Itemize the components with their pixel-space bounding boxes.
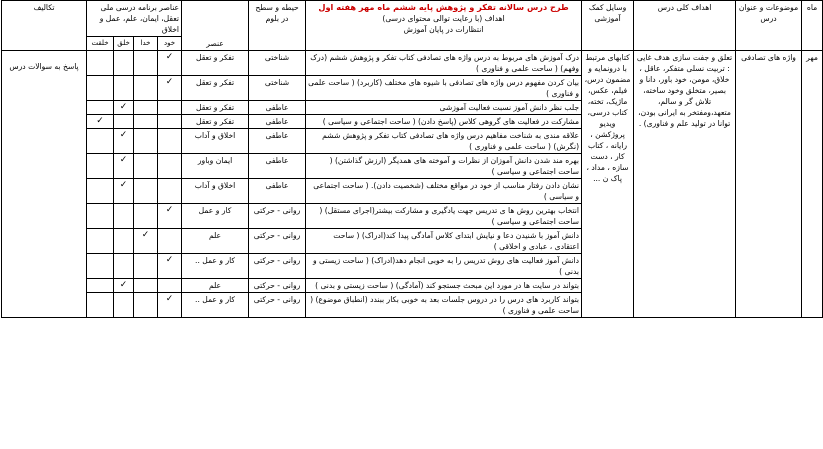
relation-people: خلق xyxy=(114,37,134,51)
check-creation xyxy=(87,179,114,204)
check-people xyxy=(114,293,134,318)
element-cell: تفکر و تعقل xyxy=(182,101,249,115)
activity-cell: بتواند در سایت ها در مورد این مبحث جستجو کند (آمادگی) ( ساحت زیستی و بدنی ) xyxy=(306,279,582,293)
domain-cell: روانی - حرکتی xyxy=(249,254,306,279)
check-creation xyxy=(87,229,114,254)
header-topic: موضوعات و عنوان درس xyxy=(736,1,802,51)
check-self: ✓ xyxy=(158,293,182,318)
check-people xyxy=(114,254,134,279)
check-self xyxy=(158,179,182,204)
domain-cell: عاطفی xyxy=(249,179,306,204)
domain-cell: عاطفی xyxy=(249,129,306,154)
check-people xyxy=(114,76,134,101)
element-cell: اخلاق و آداب xyxy=(182,179,249,204)
header-aids: وسایل کمک آموزشی xyxy=(582,1,634,51)
check-self: ✓ xyxy=(158,204,182,229)
check-creation xyxy=(87,154,114,179)
header-domain: حیطه و سطح در بلوم xyxy=(249,1,306,51)
element-cell: کار و عمل .. xyxy=(182,254,249,279)
activity-cell: بتواند کاربرد های درس را در دروس جلسات بعد به خوبی بکار ببندد (انطباق موضوع) ( ساحت علمی و فناوری ) xyxy=(306,293,582,318)
check-people: ✓ xyxy=(114,101,134,115)
check-self xyxy=(158,115,182,129)
header-program-elements: عناصر برنامه درسی ملی تعقل، ایمان، علم، عمل و اخلاق xyxy=(87,1,182,37)
check-self xyxy=(158,279,182,293)
domain-cell: عاطفی xyxy=(249,101,306,115)
check-people xyxy=(114,115,134,129)
check-god xyxy=(134,179,158,204)
activity-cell: علاقه مندی به شناخت مفاهیم درس واژه های تصادفی کتاب تفکر و پژوهش ششم (نگرش) ( ساحت علمی و فناوری ) xyxy=(306,129,582,154)
domain-cell: شناختی xyxy=(249,76,306,101)
check-creation: ✓ xyxy=(87,115,114,129)
header-row xyxy=(2,1,823,37)
check-god xyxy=(134,293,158,318)
check-self xyxy=(158,154,182,179)
activity-cell: دانش آموز فعالیت های روش تدریس را به خوبی انجام دهد(ادراک) ( ساحت زیستی و بدنی ) xyxy=(306,254,582,279)
plan-body xyxy=(2,51,823,318)
element-cell: علم xyxy=(182,279,249,293)
aids-cell: کتابهای مرتبط با درونمایه و مضمون درس، فیلم، عکس، ماژیک، تخته، کتاب درسی، ویدیو پروژکشن ، رایانه ، کتاب کار ، دست سازه ، مداد ، پاک ن ... xyxy=(582,51,634,318)
header-general-goals: اهداف کلی درس xyxy=(634,1,736,51)
domain-cell: روانی - حرکتی xyxy=(249,229,306,254)
activity-cell: جلب نظر دانش آموز نسبت فعالیت آموزشی xyxy=(306,101,582,115)
check-creation xyxy=(87,101,114,115)
activity-cell: بیان کردن مفهوم درس واژه های تصادفی با شیوه های مختلف (کاربرد) ( ساحت علمی و فناوری ) xyxy=(306,76,582,101)
topic-cell: واژه های تصادفی xyxy=(736,51,802,318)
goals-line: اهداف (با رعایت توالی محتوای درسی) xyxy=(382,14,505,23)
check-god xyxy=(134,115,158,129)
domain-cell: عاطفی xyxy=(249,154,306,179)
lesson-plan-table xyxy=(1,0,823,318)
check-creation xyxy=(87,76,114,101)
element-cell: علم xyxy=(182,229,249,254)
check-people xyxy=(114,51,134,76)
check-people xyxy=(114,229,134,254)
check-creation xyxy=(87,129,114,154)
plan-title: طرح درس سالانه تفکر و پژوهش پایه ششم ماه مهر هفته اول xyxy=(318,2,569,12)
check-self xyxy=(158,229,182,254)
general-goals-cell: تعلق و جفت سازی هدف غایی : تربیت نسلی متفکر، عاقل ، خلاق، مومن، خود باور، دانا و بصیر، متخلق وخود ساخته، تلاش گر و سالم، متعهد،ومفتخر به ایرانی بودن، توانا در تولید علم و فناوری) . xyxy=(634,51,736,318)
check-people: ✓ xyxy=(114,154,134,179)
check-people: ✓ xyxy=(114,279,134,293)
domain-cell: روانی - حرکتی xyxy=(249,279,306,293)
relation-self: خود xyxy=(158,37,182,51)
activity-cell: انتخاب بهترین روش ها ی تدریس جهت یادگیری و مشارکت بیشتر(اجرای مستقل) ( ساحت اجتماعی و سیاسی ) xyxy=(306,204,582,229)
check-god xyxy=(134,279,158,293)
relation-creation: خلقت xyxy=(87,37,114,51)
activity-cell: دانش آموز با شنیدن دعا و نیایش ابتدای کلاس آمادگی پیدا کند(ادراک) ( ساحت اعتقادی ، عبادی و اخلاقی ) xyxy=(306,229,582,254)
check-god xyxy=(134,129,158,154)
check-creation xyxy=(87,279,114,293)
check-god: ✓ xyxy=(134,229,158,254)
check-people: ✓ xyxy=(114,129,134,154)
header-month: ماه xyxy=(802,1,823,51)
element-cell: تفکر و تعقل xyxy=(182,51,249,76)
element-cell: تفکر و تعقل xyxy=(182,76,249,101)
element-cell: اخلاق و آداب xyxy=(182,129,249,154)
check-god xyxy=(134,204,158,229)
check-creation xyxy=(87,293,114,318)
check-god xyxy=(134,254,158,279)
relation-god: خدا xyxy=(134,37,158,51)
check-self xyxy=(158,129,182,154)
check-self: ✓ xyxy=(158,76,182,101)
activity-cell: مشارکت در فعالیت های گروهی کلاس (پاسخ دادن) ( ساحت اجتماعی و سیاسی ) xyxy=(306,115,582,129)
domain-cell: عاطفی xyxy=(249,115,306,129)
expect-line: انتظارات در پایان آموزش xyxy=(403,25,484,34)
activity-cell: بهره مند شدن دانش آموزان از نظرات و آموخته های همدیگر (ارزش گذاشتن) ( ساحت اجتماعی و سیاسی ) xyxy=(306,154,582,179)
activity-cell: درک آموزش های مربوط به درس واژه های تصادفی کتاب تفکر و پژوهش ششم (درک وفهم) ( ساحت علمی و فناوری ) xyxy=(306,51,582,76)
check-people xyxy=(114,204,134,229)
check-self: ✓ xyxy=(158,51,182,76)
activity-cell: نشان دادن رفتار مناسب از خود در مواقع مختلف (شخصیت دادن). ( ساحت اجتماعی و سیاسی ) xyxy=(306,179,582,204)
month-cell: مهر xyxy=(802,51,823,318)
check-self xyxy=(158,101,182,115)
element-cell: کار و عمل xyxy=(182,204,249,229)
check-god xyxy=(134,76,158,101)
check-creation xyxy=(87,254,114,279)
domain-cell: شناختی xyxy=(249,51,306,76)
header-title-cell xyxy=(306,1,582,51)
element-cell: ایمان وباور xyxy=(182,154,249,179)
check-creation xyxy=(87,51,114,76)
check-self: ✓ xyxy=(158,254,182,279)
table-row xyxy=(2,51,823,76)
header-evaluation: تکالیف xyxy=(2,1,87,51)
check-god xyxy=(134,101,158,115)
header-element: عنصر xyxy=(182,1,249,51)
check-creation xyxy=(87,204,114,229)
evaluation-cell: پاسخ به سوالات درس xyxy=(2,51,87,318)
check-people: ✓ xyxy=(114,179,134,204)
element-cell: تفکر و تعقل xyxy=(182,115,249,129)
check-god xyxy=(134,154,158,179)
domain-cell: روانی - حرکتی xyxy=(249,293,306,318)
check-god xyxy=(134,51,158,76)
element-cell: کار و عمل .. xyxy=(182,293,249,318)
domain-cell: روانی - حرکتی xyxy=(249,204,306,229)
